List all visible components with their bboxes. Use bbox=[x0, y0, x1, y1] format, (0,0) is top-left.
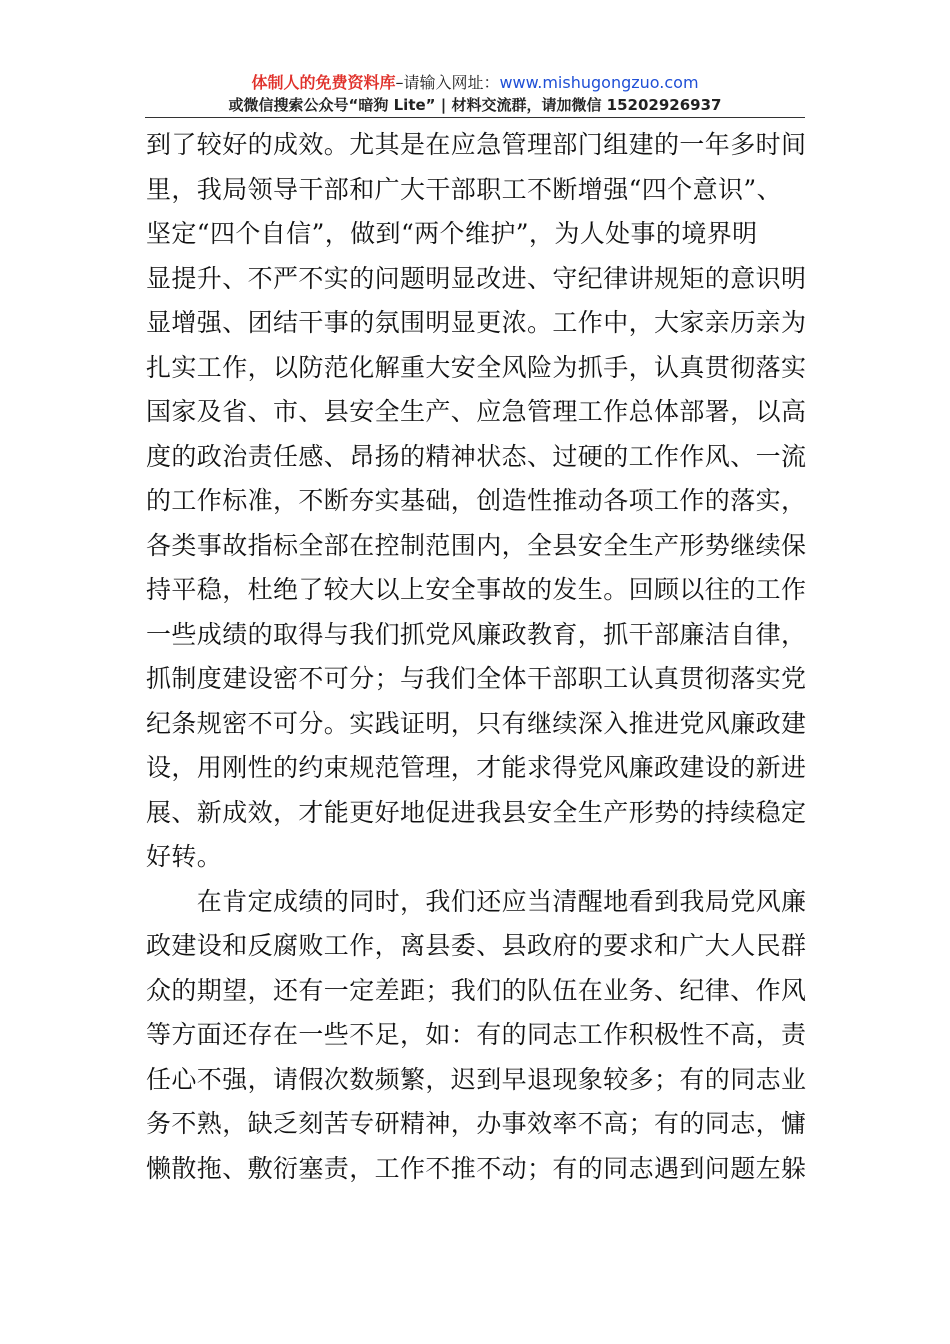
text-line: 设，用刚性的约束规范管理，才能求得党风廉政建设的新进 bbox=[146, 753, 807, 782]
text-line: 显提升、不严不实的问题明显改进、守纪律讲规矩的意识明 bbox=[146, 263, 807, 293]
brand-title: 体制人的免费资料库 bbox=[251, 73, 396, 92]
text-line: 好转。 bbox=[146, 842, 223, 871]
text-line: 国家及省、市、县安全生产、应急管理工作总体部署，以高 bbox=[146, 397, 807, 426]
text-line: 持平稳，杜绝了较大以上安全事故的发生。回顾以往的工作 bbox=[146, 575, 807, 604]
header-separator: –请输入网址： bbox=[395, 73, 500, 92]
text-line: 众的期望，还有一定差距；我们的队伍在业务、纪律、作风 bbox=[146, 975, 807, 1005]
text-line: 政建设和反腐败工作，离县委、县政府的要求和广大人民群 bbox=[146, 931, 807, 960]
text-line: 纪条规密不可分。实践证明，只有继续深入推进党风廉政建 bbox=[146, 708, 807, 738]
text-line: 一些成绩的取得与我们抓党风廉政教育，抓干部廉洁自律， bbox=[146, 619, 807, 649]
text-line: 懒散拖、敷衍塞责，工作不推不动；有的同志遇到问题左躲 bbox=[146, 1153, 807, 1183]
text-line: 在肯定成绩的同时，我们还应当清醒地看到我局党风廉 bbox=[146, 886, 807, 916]
paragraph bbox=[146, 880, 808, 1192]
document-body bbox=[146, 123, 808, 1191]
website-link[interactable]: www.mishugongzuo.com bbox=[499, 73, 699, 92]
text-line: 抓制度建设密不可分；与我们全体干部职工认真贯彻落实党 bbox=[146, 664, 807, 693]
page-header bbox=[145, 72, 805, 116]
text-line: 到了较好的成效。尤其是在应急管理部门组建的一年多时间 bbox=[146, 130, 807, 159]
text-line: 务不熟，缺乏刻苦专研精神，办事效率不高；有的同志，慵 bbox=[146, 1109, 807, 1138]
text-line: 的工作标准，不断夯实基础，创造性推动各项工作的落实， bbox=[146, 486, 807, 515]
header-line-2: 或微信搜索公众号“暗狗 Lite” | 材料交流群，请加微信 15202926937 bbox=[228, 96, 722, 114]
text-line: 显增强、团结干事的氛围明显更浓。工作中，大家亲历亲为 bbox=[146, 308, 807, 337]
header-divider bbox=[145, 117, 805, 118]
text-line: 坚定“四个自信”，做到“两个维护”，为人处事的境界明 bbox=[146, 219, 758, 248]
text-line: 扎实工作，以防范化解重大安全风险为抓手，认真贯彻落实 bbox=[146, 352, 807, 382]
text-line: 里，我局领导干部和广大干部职工不断增强“四个意识”、 bbox=[146, 174, 782, 204]
text-line: 展、新成效，才能更好地促进我县安全生产形势的持续稳定 bbox=[146, 797, 807, 827]
text-line: 各类事故指标全部在控制范围内，全县安全生产形势继续保 bbox=[146, 530, 807, 560]
text-line: 等方面还存在一些不足，如：有的同志工作积极性不高，责 bbox=[146, 1020, 807, 1049]
header-line-1 bbox=[145, 72, 805, 94]
paragraph bbox=[146, 123, 808, 880]
text-line: 任心不强，请假次数频繁，迟到早退现象较多；有的同志业 bbox=[146, 1064, 807, 1094]
text-line: 度的政治责任感、昂扬的精神状态、过硬的工作作风、一流 bbox=[146, 441, 807, 471]
